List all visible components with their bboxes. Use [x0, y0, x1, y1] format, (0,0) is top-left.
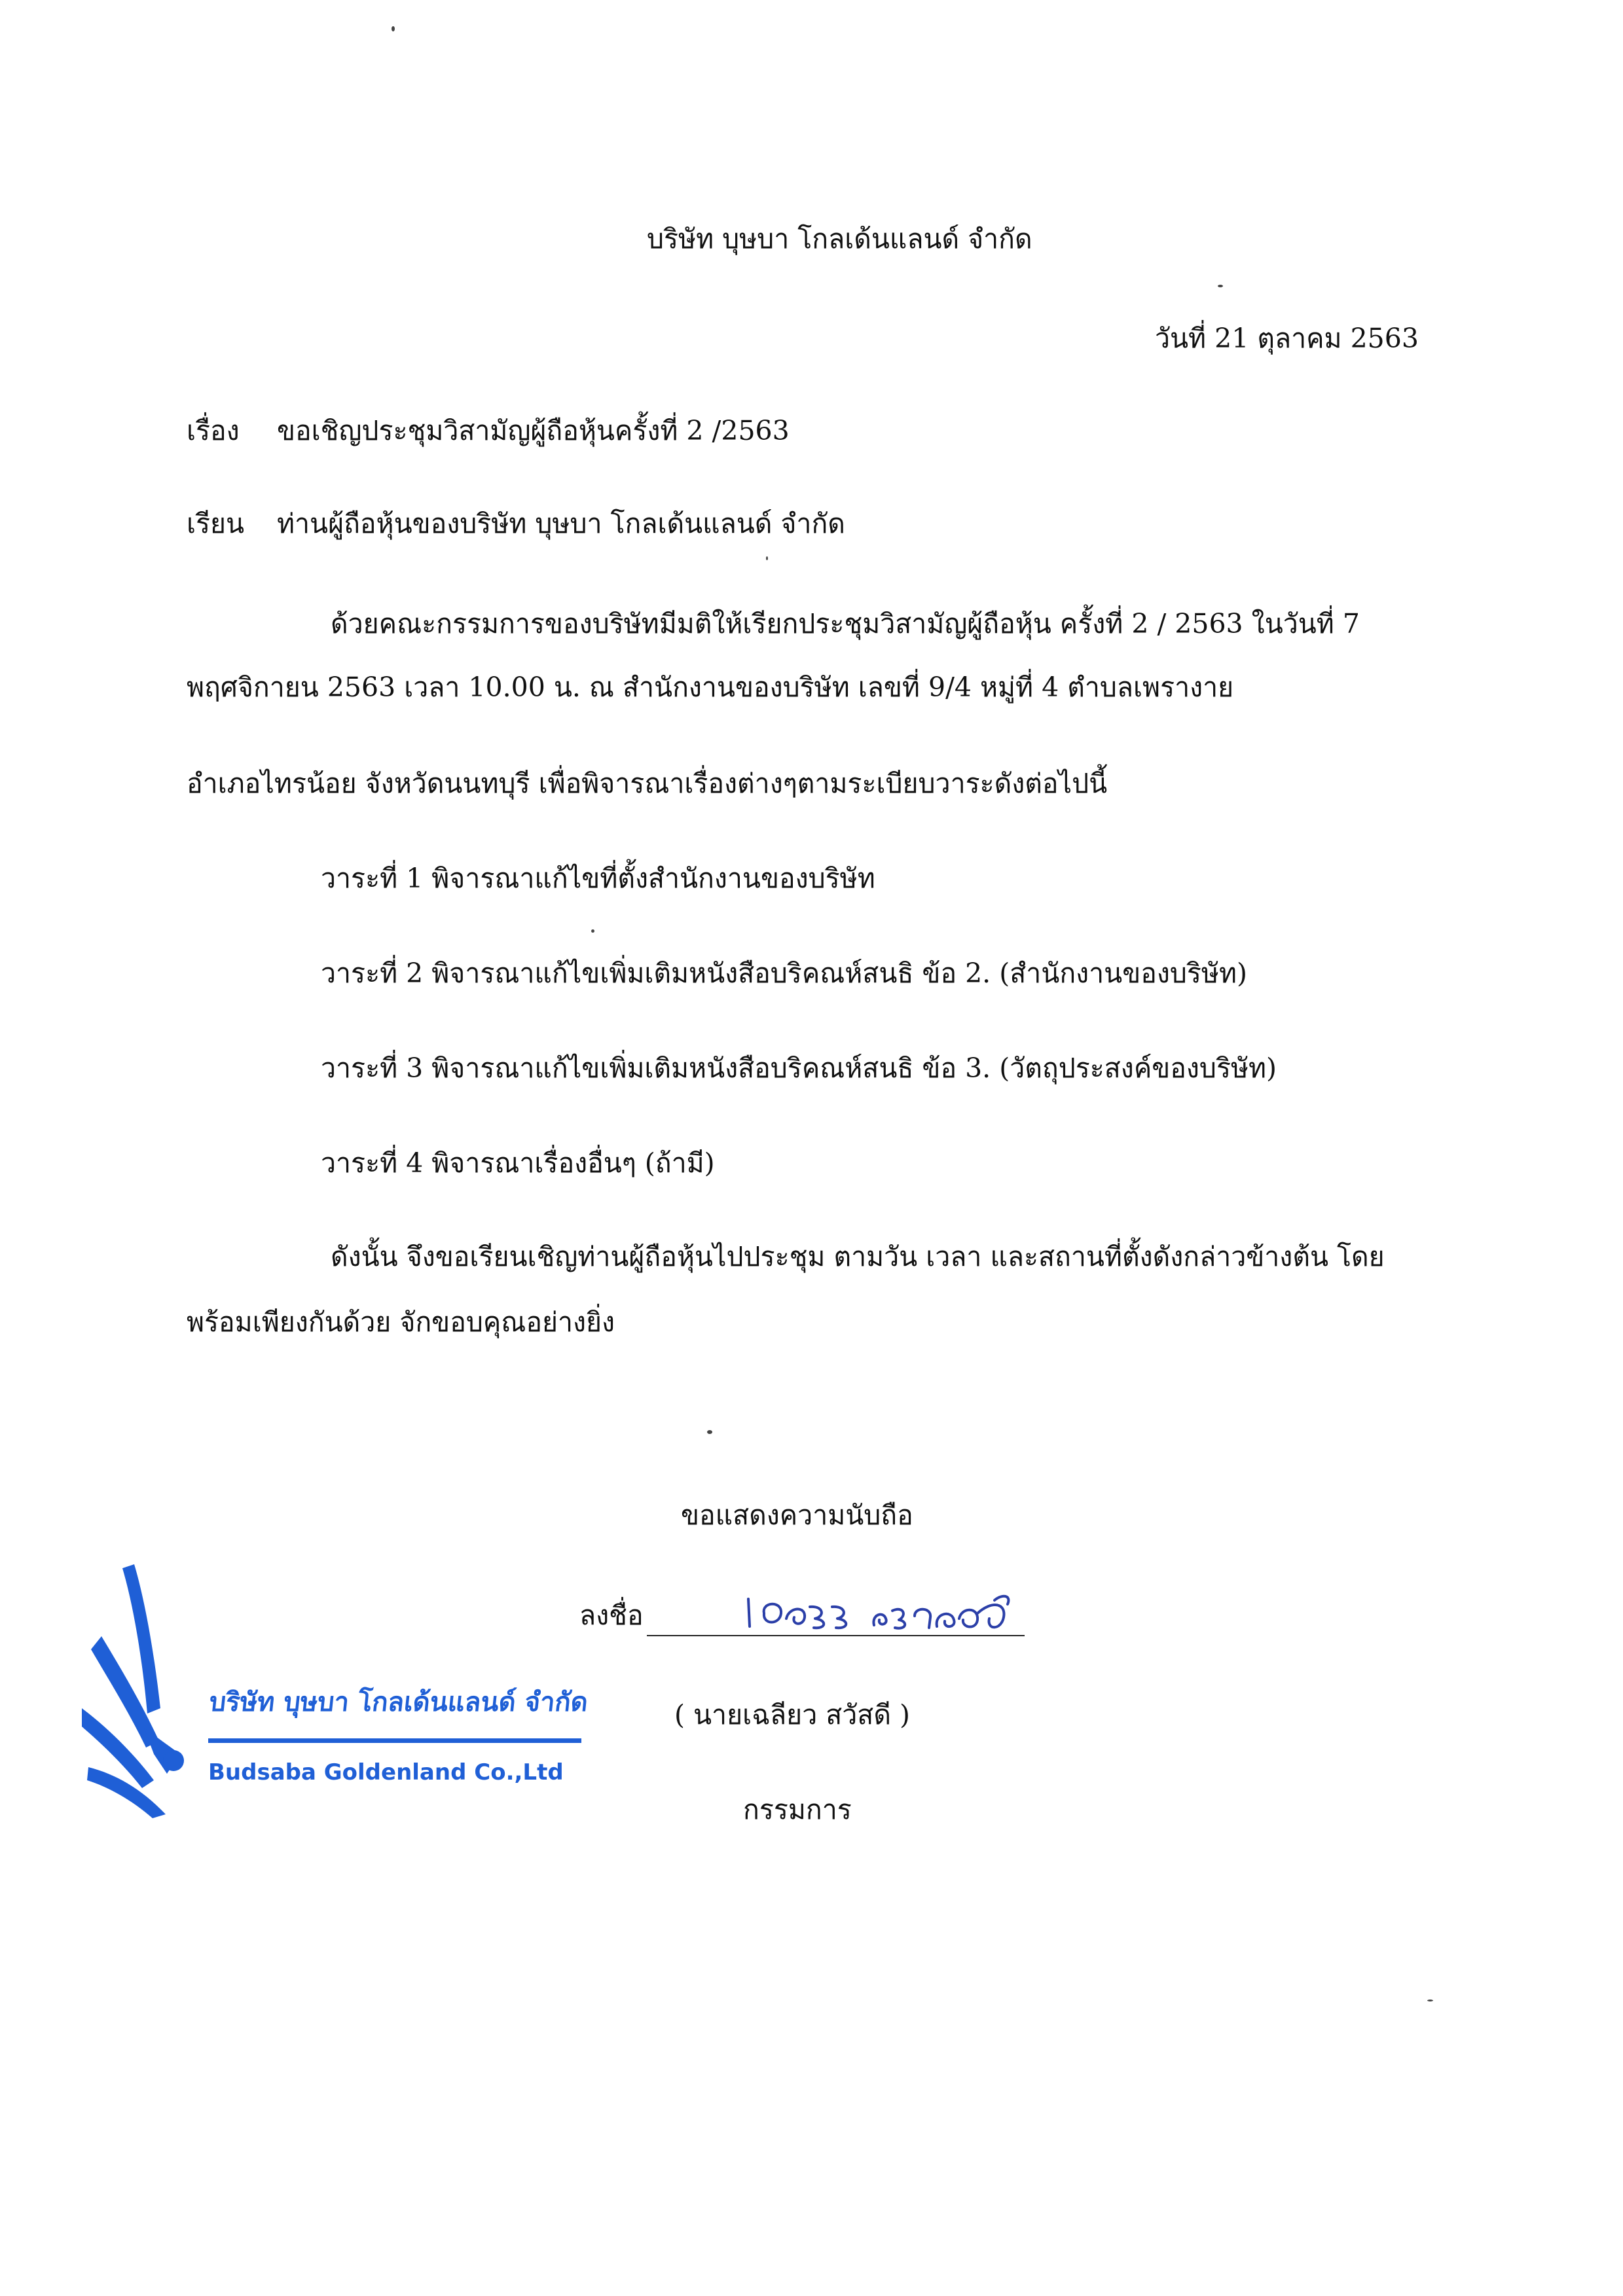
- subject-label: เรื่อง: [187, 415, 240, 446]
- agenda-item-3: วาระที่ 3 พิจารณาแก้ไขเพิ่มเติมหนังสือบริคณห์สนธิ ข้อ 3. (วัตถุประสงค์ของบริษัท): [321, 1052, 1277, 1084]
- body-line-1: ด้วยคณะกรรมการของบริษัทมีมติให้เรียกประชุมวิสามัญผู้ถือหุ้น ครั้งที่ 2 / 2563 ในวันที่ 7: [331, 608, 1360, 639]
- agenda-item-1: วาระที่ 1 พิจารณาแก้ไขที่ตั้งสำนักงานของบริษัท: [321, 863, 875, 894]
- stamp-company-name-thai: บริษัท บุษบา โกลเด้นแลนด์ จำกัด: [208, 1687, 590, 1717]
- closing-line-1: ดังนั้น จึงขอเรียนเชิญท่านผู้ถือหุ้นไปประชุม ตามวัน เวลา และสถานที่ตั้งดังกล่าวข้างต้น โดย: [331, 1241, 1385, 1272]
- scan-speck: [1218, 285, 1223, 287]
- letter-date: วันที่ 21 ตุลาคม 2563: [1155, 323, 1419, 354]
- body-line-2: พฤศจิกายน 2563 เวลา 10.00 น. ณ สำนักงานของบริษัท เลขที่ 9/4 หมู่ที่ 4 ตำบลเพรางาย: [187, 672, 1234, 703]
- recipient-text: ท่านผู้ถือหุ้นของบริษัท บุษบา โกลเด้นแลนด์ จำกัด: [277, 508, 845, 539]
- agenda-item-2: วาระที่ 2 พิจารณาแก้ไขเพิ่มเติมหนังสือบริคณห์สนธิ ข้อ 2. (สำนักงานของบริษัท): [321, 958, 1247, 989]
- scan-speck: [591, 929, 594, 933]
- scan-speck: [1427, 2000, 1433, 2001]
- company-stamp-logo: [82, 1558, 200, 1820]
- stamp-company-name-english: Budsaba Goldenland Co.,Ltd: [208, 1759, 564, 1785]
- signer-name: ( นายเฉลียว สวัสดี ): [674, 1699, 910, 1731]
- stamp-divider: [208, 1738, 581, 1743]
- handwritten-signature: [743, 1587, 1025, 1643]
- body-line-3: อำเภอไทรน้อย จังหวัดนนทบุรี เพื่อพิจารณาเรื่องต่างๆตามระเบียบวาระดังต่อไปนี้: [187, 768, 1108, 799]
- agenda-item-4: วาระที่ 4 พิจารณาเรื่องอื่นๆ (ถ้ามี): [321, 1147, 715, 1179]
- recipient-label: เรียน: [187, 508, 245, 539]
- closing-respect: ขอแสดงความนับถือ: [681, 1499, 913, 1531]
- scan-speck: [392, 26, 395, 31]
- subject-text: ขอเชิญประชุมวิสามัญผู้ถือหุ้นครั้งที่ 2 /2563: [277, 415, 790, 446]
- signer-title: กรรมการ: [743, 1794, 852, 1825]
- closing-line-2: พร้อมเพียงกันด้วย จักขอบคุณอย่างยิ่ง: [187, 1306, 615, 1338]
- company-header: บริษัท บุษบา โกลเด้นแลนด์ จำกัด: [647, 223, 1032, 255]
- scan-speck: [707, 1430, 712, 1434]
- signature-label: ลงชื่อ: [579, 1600, 644, 1631]
- scan-speck: [766, 556, 768, 560]
